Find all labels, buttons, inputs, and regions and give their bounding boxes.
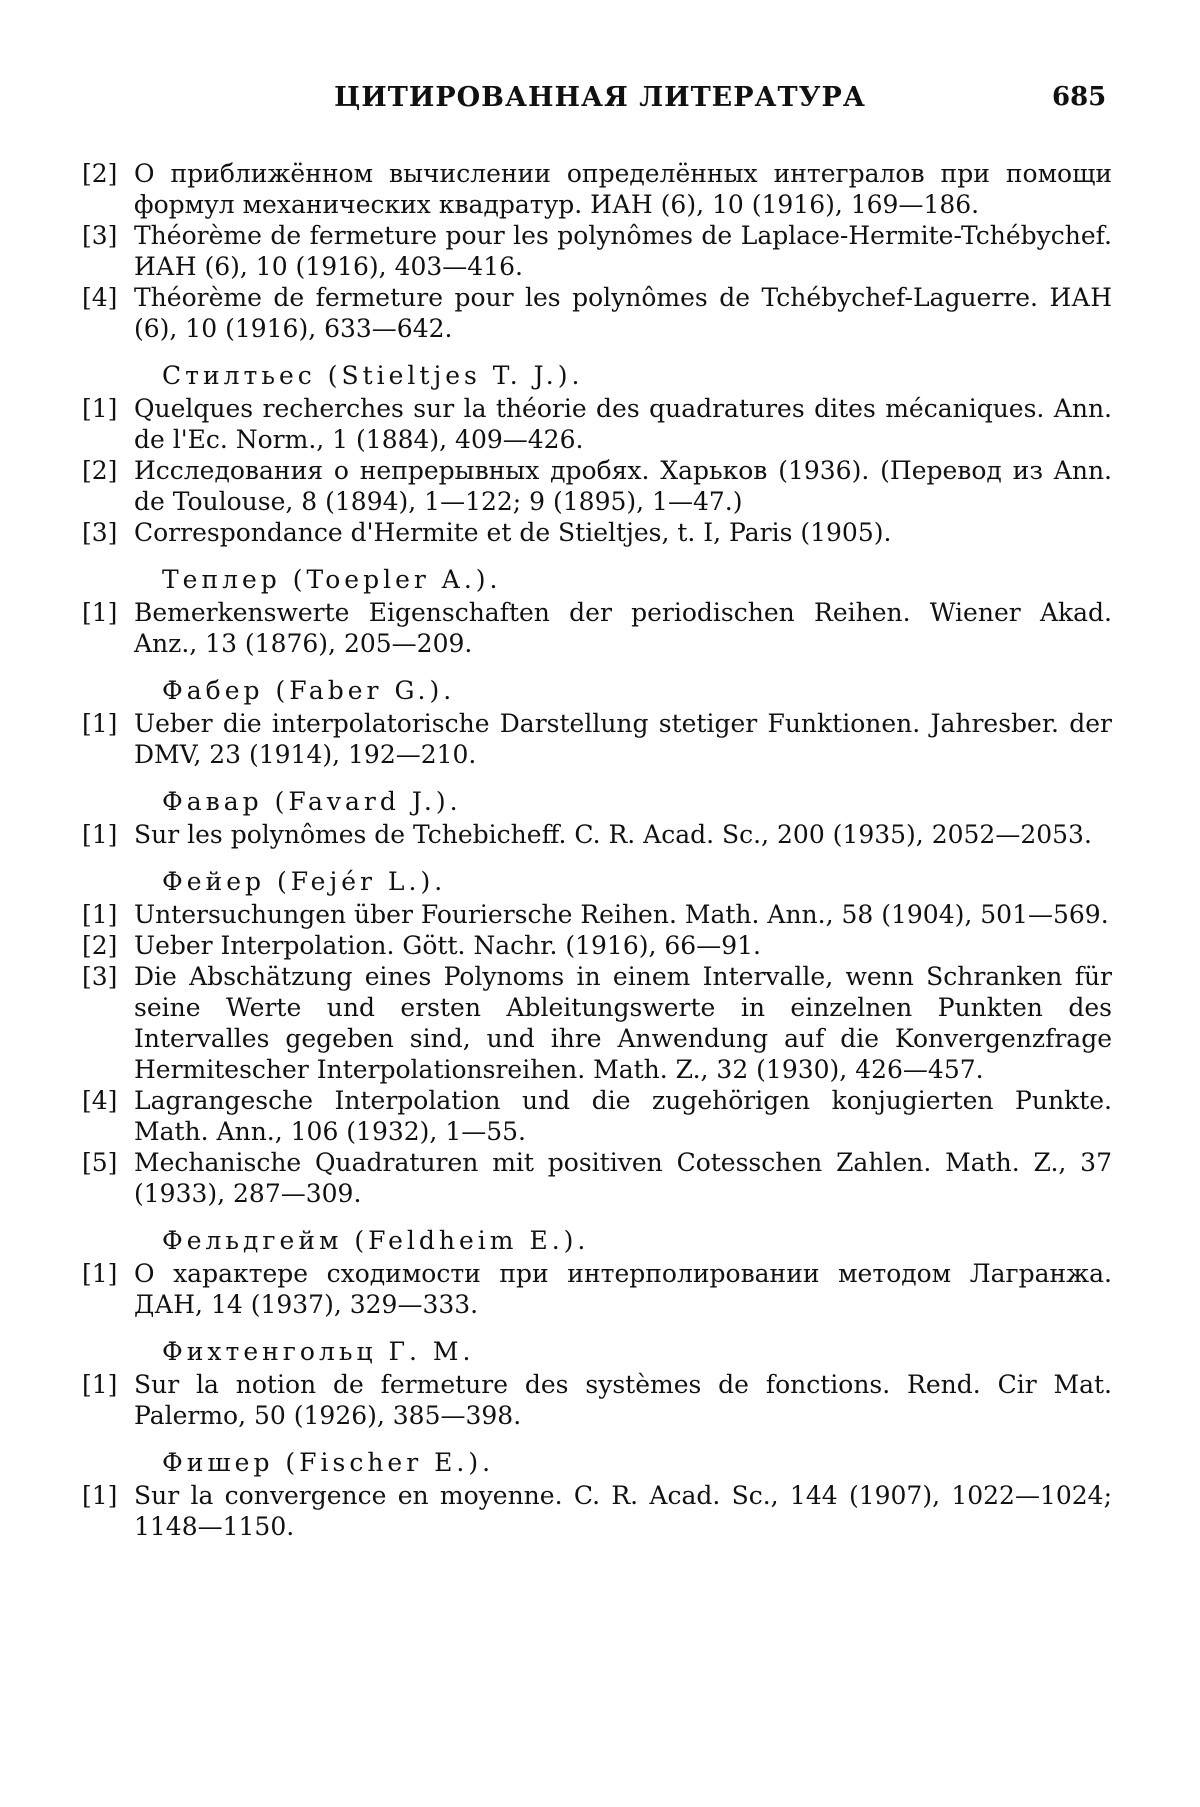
bibliography-group	[82, 786, 1112, 850]
author-heading: Фельдгейм (Feldheim E.).	[162, 1226, 590, 1255]
entry-number: [2]	[82, 456, 118, 485]
author-heading: Фабер (Faber G.).	[162, 676, 456, 705]
bibliography-entry	[82, 455, 1112, 517]
author-heading: Фейер (Fejér L.).	[162, 867, 447, 896]
bibliography-group	[82, 158, 1112, 344]
entry-text: Untersuchungen über Fouriersche Reihen. Math. Ann., 58 (1904), 501—569.	[134, 900, 1109, 929]
entry-text: Théorème de fermeture pour les polynômes de Tchébychef-Laguerre. ИАН (6), 10 (1916), 633—642.	[134, 283, 1112, 343]
entry-number: [4]	[82, 283, 118, 312]
entry-text: Sur la convergence en moyenne. C. R. Acad. Sc., 144 (1907), 1022—1024; 1148—1150.	[134, 1481, 1112, 1541]
bibliography-entry	[82, 1369, 1112, 1431]
bibliography-group	[82, 675, 1112, 770]
entry-number: [2]	[82, 931, 118, 960]
bibliography-group	[82, 1336, 1112, 1431]
entry-number: [2]	[82, 159, 118, 188]
entry-text: О приближённом вычислении определённых интегралов при помощи формул механических квадратур. ИАН (6), 10 (1916), 169—186.	[134, 159, 1112, 219]
bibliography-entry	[82, 899, 1112, 930]
bibliography-entry	[82, 1147, 1112, 1209]
bibliography-group	[82, 564, 1112, 659]
entry-number: [1]	[82, 709, 118, 738]
bibliography-entry	[82, 819, 1112, 850]
entry-number: [3]	[82, 221, 118, 250]
bibliography-entry	[82, 393, 1112, 455]
entry-number: [1]	[82, 900, 118, 929]
running-title: ЦИТИРОВАННАЯ ЛИТЕРАТУРА	[334, 82, 866, 113]
page-number: 685	[1052, 82, 1107, 112]
bibliography-entry	[82, 708, 1112, 770]
entry-number: [3]	[82, 518, 118, 547]
entry-text: О характере сходимости при интерполировании методом Лагранжа. ДАН, 14 (1937), 329—333.	[134, 1259, 1112, 1319]
entry-text: Ueber Interpolation. Gött. Nachr. (1916), 66—91.	[134, 931, 761, 960]
entry-text: Sur les polynômes de Tchebicheff. C. R. Acad. Sc., 200 (1935), 2052—2053.	[134, 820, 1092, 849]
bibliography-entry	[82, 282, 1112, 344]
entry-number: [5]	[82, 1148, 118, 1177]
entry-text: Bemerkenswerte Eigenschaften der periodischen Reihen. Wiener Akad. Anz., 13 (1876), 205—209.	[134, 598, 1112, 658]
author-heading: Фишер (Fischer E.).	[162, 1448, 495, 1477]
author-heading: Фихтенгольц Г. М.	[162, 1337, 475, 1366]
entry-text: Sur la notion de fermeture des systèmes de fonctions. Rend. Cir Mat. Palermo, 50 (1926), 385—398.	[134, 1370, 1112, 1430]
entry-text: Correspondance d'Hermite et de Stieltjes, t. I, Paris (1905).	[134, 518, 892, 547]
entry-number: [4]	[82, 1086, 118, 1115]
bibliography-group	[82, 866, 1112, 1209]
entry-text: Lagrangesche Interpolation und die zugehörigen konjugierten Punkte. Math. Ann., 106 (1932), 1—55.	[134, 1086, 1112, 1146]
author-heading: Стилтьес (Stieltjes T. J.).	[162, 361, 584, 390]
entry-number: [1]	[82, 1370, 118, 1399]
author-heading: Теплер (Toepler A.).	[162, 565, 502, 594]
bibliography-entry	[82, 158, 1112, 220]
bibliography-entry	[82, 1480, 1112, 1542]
entry-number: [1]	[82, 598, 118, 627]
entry-text: Théorème de fermeture pour les polynômes de Laplace-Hermite-Tchébychef. ИАН (6), 10 (1916), 403—416.	[134, 221, 1112, 281]
bibliography-entry	[82, 930, 1112, 961]
entry-text: Die Abschätzung eines Polynoms in einem Intervalle, wenn Schranken für seine Werte und ersten Ableitungswerte in einzelnen Punkten des Intervalles gegeben sind, und ihre Anwendung auf die Konvergenzfrage Hermitescher Interpolationsreihen. Math. Z., 32 (1930), 426—457.	[134, 962, 1112, 1084]
entry-text: Исследования о непрерывных дробях. Харьков (1936). (Перевод из Ann. de Toulouse, 8 (1894), 1—122; 9 (1895), 1—47.)	[134, 456, 1112, 516]
entry-text: Mechanische Quadraturen mit positiven Cotesschen Zahlen. Math. Z., 37 (1933), 287—309.	[134, 1148, 1112, 1208]
entry-number: [1]	[82, 1259, 118, 1288]
bibliography-list	[82, 158, 1112, 1558]
entry-number: [1]	[82, 1481, 118, 1510]
bibliography-group	[82, 1447, 1112, 1542]
entry-text: Ueber die interpolatorische Darstellung stetiger Funktionen. Jahresber. der DMV, 23 (1914), 192—210.	[134, 709, 1112, 769]
bibliography-entry	[82, 1258, 1112, 1320]
bibliography-entry	[82, 961, 1112, 1085]
entry-number: [1]	[82, 820, 118, 849]
bibliography-group	[82, 1225, 1112, 1320]
bibliography-entry	[82, 1085, 1112, 1147]
bibliography-entry	[82, 220, 1112, 282]
bibliography-entry	[82, 517, 1112, 548]
bibliography-group	[82, 360, 1112, 548]
author-heading: Фавар (Favard J.).	[162, 787, 462, 816]
bibliography-entry	[82, 597, 1112, 659]
entry-number: [1]	[82, 394, 118, 423]
entry-number: [3]	[82, 962, 118, 991]
entry-text: Quelques recherches sur la théorie des quadratures dites mécaniques. Ann. de l'Ec. Norm., 1 (1884), 409—426.	[134, 394, 1112, 454]
